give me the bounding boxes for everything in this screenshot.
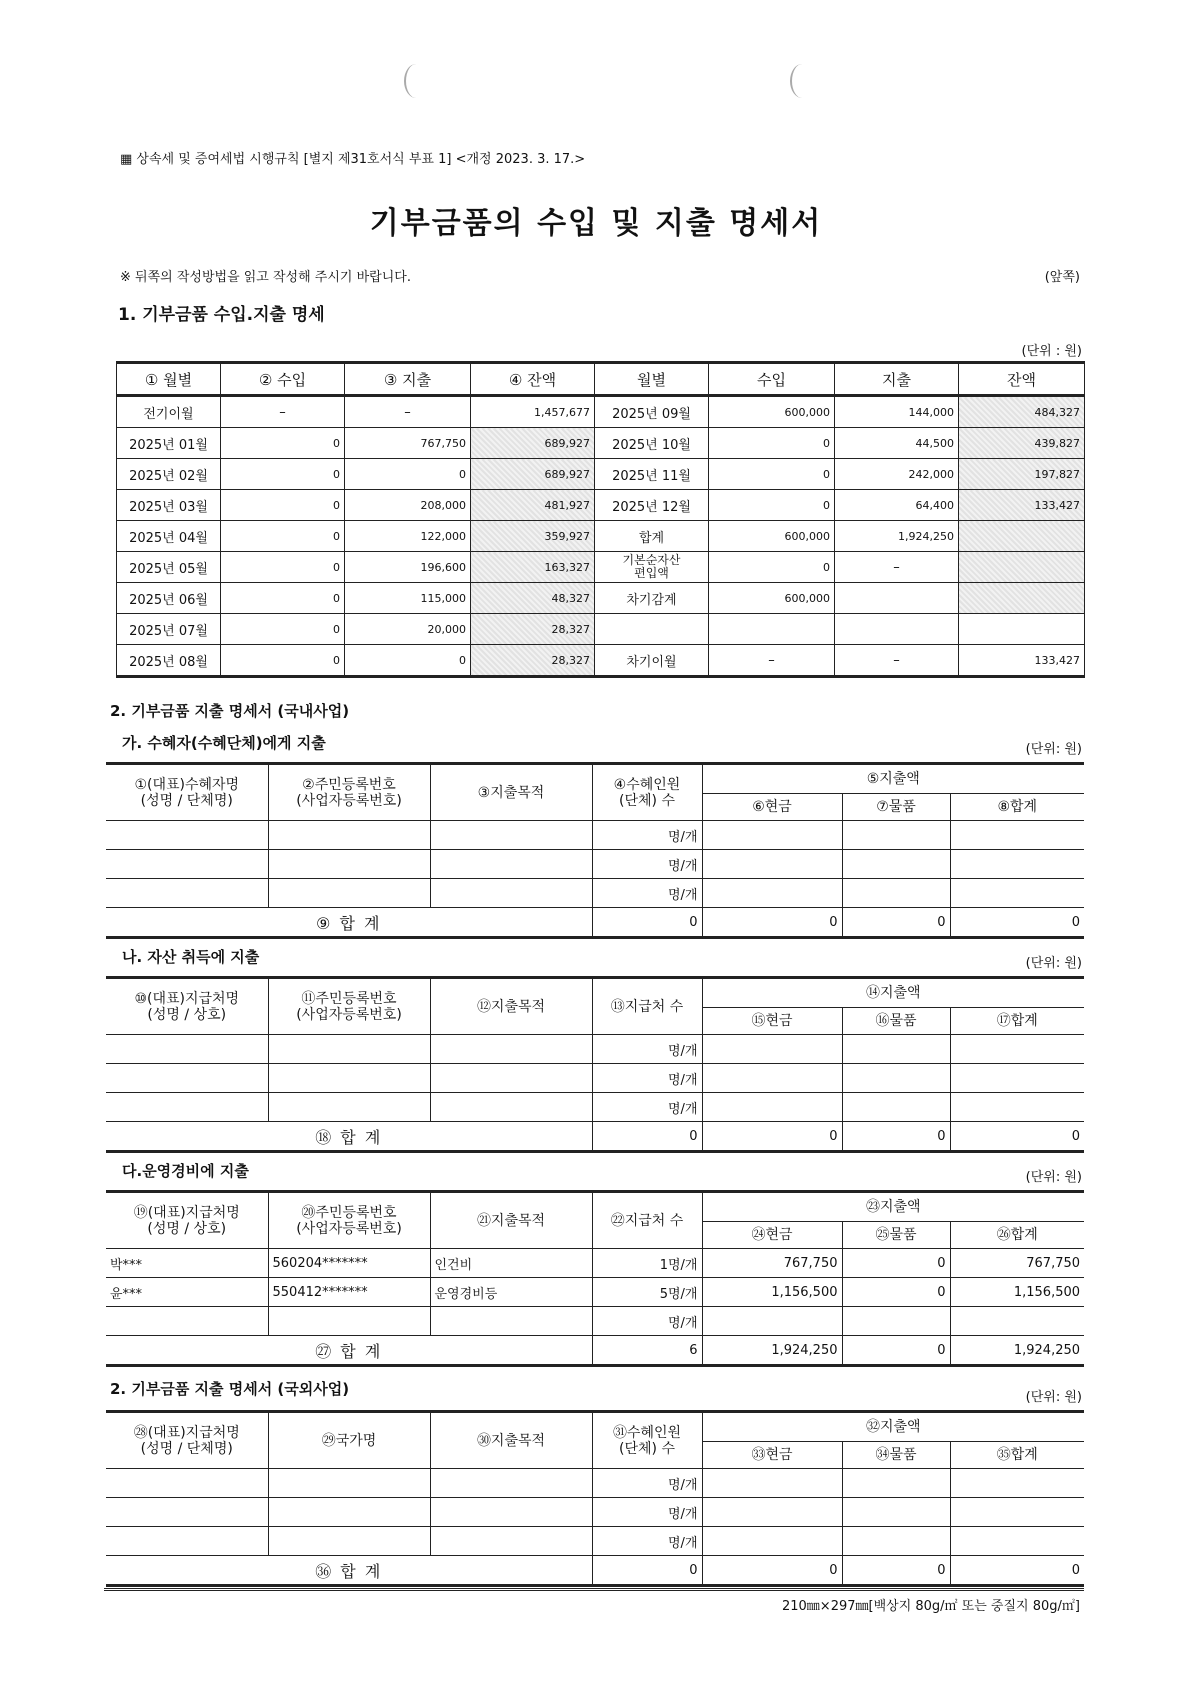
- purpose-cell: [430, 821, 592, 850]
- income-cell: 0: [709, 490, 835, 521]
- na-heading: 나. 자산 취득에 지출: [122, 948, 260, 966]
- section2-heading: 2. 기부금품 지출 명세서 (국내사업): [110, 702, 350, 720]
- count-cell: 명/개: [592, 1093, 702, 1122]
- expense-cell: [835, 583, 959, 614]
- income-cell: 0: [709, 552, 835, 583]
- registration-number-cell: [268, 1498, 430, 1527]
- sum-goods: 0: [842, 1336, 950, 1366]
- na-sum-row: [106, 1122, 1084, 1152]
- sum-count: 0: [592, 1556, 702, 1586]
- balance-cell: 439,827: [959, 428, 1085, 459]
- cash-cell: [702, 1527, 842, 1556]
- registration-number-cell: [268, 821, 430, 850]
- income-cell: 0: [709, 428, 835, 459]
- purpose-cell: [430, 1064, 592, 1093]
- balance-cell: 48,327: [471, 583, 595, 614]
- table-row: [106, 1249, 1084, 1278]
- goods-cell: [842, 1035, 950, 1064]
- paper-spec: 210㎜×297㎜[백상지 80g/㎡ 또는 중질지 80g/㎡]: [781, 1599, 1080, 1614]
- table-row: [106, 879, 1084, 908]
- income-cell: 0: [221, 428, 345, 459]
- income-cell: 0: [709, 459, 835, 490]
- income-expense-header-row: [117, 363, 1085, 396]
- sum-cash: 0: [702, 1556, 842, 1586]
- table-row: [117, 614, 1085, 645]
- sum-total: 0: [950, 1122, 1084, 1152]
- income-cell: 0: [221, 521, 345, 552]
- cash-cell: [702, 1035, 842, 1064]
- col-header: ⑩(대표)지급처명 (성명 / 상호): [106, 978, 268, 1035]
- expense-cell: 767,750: [345, 428, 471, 459]
- col-header: ㉔현금: [702, 1222, 842, 1249]
- month-cell: 2025년 03월: [117, 490, 221, 521]
- cash-cell: [702, 879, 842, 908]
- balance-cell: 1,457,677: [471, 396, 595, 428]
- col-header: 월별: [595, 363, 709, 396]
- punch-hole-mark: [790, 64, 814, 98]
- goods-cell: [842, 879, 950, 908]
- overseas-table: [106, 1410, 1084, 1587]
- table-row: [117, 552, 1085, 583]
- expense-cell: 64,400: [835, 490, 959, 521]
- goods-cell: [842, 821, 950, 850]
- col-header: ③지출목적: [430, 764, 592, 821]
- sum-label: ㊱ 합 계: [106, 1556, 592, 1586]
- sum-count: 0: [592, 1122, 702, 1152]
- income-cell: [709, 614, 835, 645]
- count-cell: 명/개: [592, 821, 702, 850]
- cash-cell: [702, 821, 842, 850]
- expense-cell: [835, 614, 959, 645]
- goods-cell: 0: [842, 1249, 950, 1278]
- income-cell: 600,000: [709, 396, 835, 428]
- month-cell: 2025년 07월: [117, 614, 221, 645]
- section1-heading: 1. 기부금품 수입.지출 명세: [118, 305, 325, 325]
- cash-cell: [702, 1093, 842, 1122]
- balance-cell: [959, 583, 1085, 614]
- table-row: [106, 1035, 1084, 1064]
- total-cell: [950, 879, 1084, 908]
- balance-cell: 689,927: [471, 459, 595, 490]
- ga-unit: (단위: 원): [1025, 742, 1082, 757]
- income-cell: 0: [221, 552, 345, 583]
- ga-table: [106, 762, 1084, 939]
- sum-label: ⑨ 합 계: [106, 908, 592, 938]
- month-cell: 2025년 01월: [117, 428, 221, 459]
- col-header: ⑫지출목적: [430, 978, 592, 1035]
- cash-cell: [702, 850, 842, 879]
- cash-cell: [702, 1469, 842, 1498]
- count-cell: 명/개: [592, 850, 702, 879]
- total-cell: [950, 1307, 1084, 1336]
- registration-number-cell: [268, 1035, 430, 1064]
- registration-number-cell: 560204*******: [268, 1249, 430, 1278]
- total-cell: [950, 850, 1084, 879]
- col-header: ② 수입: [221, 363, 345, 396]
- table-row: [117, 459, 1085, 490]
- sum-count: 0: [592, 908, 702, 938]
- registration-number-cell: [268, 850, 430, 879]
- col-header: ㉓지출액: [702, 1192, 1084, 1222]
- purpose-cell: 운영경비등: [430, 1278, 592, 1307]
- purpose-cell: 인건비: [430, 1249, 592, 1278]
- da-heading: 다.운영경비에 지출: [122, 1162, 249, 1180]
- balance-cell: [959, 614, 1085, 645]
- overseas-unit: (단위: 원): [1025, 1390, 1082, 1405]
- registration-number-cell: [268, 1469, 430, 1498]
- expense-cell: 242,000: [835, 459, 959, 490]
- col-header: ⑰합계: [950, 1008, 1084, 1035]
- expense-cell: 20,000: [345, 614, 471, 645]
- payee-name-cell: [106, 850, 268, 879]
- goods-cell: [842, 1093, 950, 1122]
- sum-cash: 0: [702, 1122, 842, 1152]
- balance-cell: [959, 552, 1085, 583]
- month-cell: 2025년 06월: [117, 583, 221, 614]
- balance-cell: 133,427: [959, 645, 1085, 677]
- table-row: [106, 821, 1084, 850]
- cash-cell: 1,156,500: [702, 1278, 842, 1307]
- month-cell: 차기이월: [595, 645, 709, 677]
- na-unit: (단위: 원): [1025, 956, 1082, 971]
- income-cell: 600,000: [709, 521, 835, 552]
- punch-hole-mark: [404, 64, 428, 98]
- total-cell: [950, 1498, 1084, 1527]
- expense-cell: 115,000: [345, 583, 471, 614]
- total-cell: [950, 1527, 1084, 1556]
- ga-header-row: [106, 764, 1084, 794]
- registration-number-cell: [268, 1307, 430, 1336]
- sum-label: ⑱ 합 계: [106, 1122, 592, 1152]
- expense-cell: 122,000: [345, 521, 471, 552]
- balance-cell: 133,427: [959, 490, 1085, 521]
- month-cell: 2025년 11월: [595, 459, 709, 490]
- income-cell: 0: [221, 645, 345, 677]
- balance-cell: 484,327: [959, 396, 1085, 428]
- sum-goods: 0: [842, 1556, 950, 1586]
- na-table: [106, 976, 1084, 1153]
- table-row: [117, 490, 1085, 521]
- da-table: [106, 1190, 1084, 1367]
- count-cell: 명/개: [592, 879, 702, 908]
- payee-name-cell: [106, 1035, 268, 1064]
- da-sum-row: [106, 1336, 1084, 1366]
- balance-cell: 28,327: [471, 614, 595, 645]
- income-cell: 600,000: [709, 583, 835, 614]
- expense-cell: 0: [345, 645, 471, 677]
- total-cell: 767,750: [950, 1249, 1084, 1278]
- expense-cell: 208,000: [345, 490, 471, 521]
- income-cell: 0: [221, 583, 345, 614]
- col-header: ⑥현금: [702, 794, 842, 821]
- income-cell: 0: [221, 490, 345, 521]
- month-cell: 2025년 12월: [595, 490, 709, 521]
- da-unit: (단위: 원): [1025, 1170, 1082, 1185]
- table-row: [106, 1093, 1084, 1122]
- col-header: ⑮현금: [702, 1008, 842, 1035]
- registration-number-cell: [268, 1093, 430, 1122]
- table-row: [106, 1064, 1084, 1093]
- goods-cell: [842, 850, 950, 879]
- total-cell: [950, 1035, 1084, 1064]
- col-header: ㉙국가명: [268, 1412, 430, 1469]
- purpose-cell: [430, 1035, 592, 1064]
- bottom-double-rule: [104, 1588, 1084, 1591]
- month-cell: 차기감계: [595, 583, 709, 614]
- col-header: 지출: [835, 363, 959, 396]
- balance-cell: 481,927: [471, 490, 595, 521]
- balance-cell: [959, 521, 1085, 552]
- total-cell: [950, 821, 1084, 850]
- total-cell: [950, 1064, 1084, 1093]
- sum-total: 0: [950, 1556, 1084, 1586]
- col-header: ⑭지출액: [702, 978, 1084, 1008]
- payee-name-cell: [106, 1064, 268, 1093]
- col-header: 잔액: [959, 363, 1085, 396]
- payee-name-cell: [106, 821, 268, 850]
- month-cell: 합계: [595, 521, 709, 552]
- na-header-row: [106, 978, 1084, 1008]
- table-row: [117, 428, 1085, 459]
- col-header: ⑤지출액: [702, 764, 1084, 794]
- table-row: [117, 583, 1085, 614]
- col-header: ㉞물품: [842, 1442, 950, 1469]
- col-header: ㉜지출액: [702, 1412, 1084, 1442]
- purpose-cell: [430, 850, 592, 879]
- col-header: ㉟합계: [950, 1442, 1084, 1469]
- month-cell: 2025년 09월: [595, 396, 709, 428]
- ga-sum-row: [106, 908, 1084, 938]
- table-row: [106, 850, 1084, 879]
- payee-name-cell: [106, 1469, 268, 1498]
- col-header: ⑬지급처 수: [592, 978, 702, 1035]
- sum-goods: 0: [842, 1122, 950, 1152]
- col-header: ⑲(대표)지급처명 (성명 / 상호): [106, 1192, 268, 1249]
- col-header: ⑦물품: [842, 794, 950, 821]
- section3-heading: 2. 기부금품 지출 명세서 (국외사업): [110, 1380, 350, 1398]
- col-header: ④수혜인원 (단체) 수: [592, 764, 702, 821]
- col-header: ① 월별: [117, 363, 221, 396]
- col-header: ②주민등록번호 (사업자등록번호): [268, 764, 430, 821]
- table-row: [106, 1307, 1084, 1336]
- total-cell: [950, 1469, 1084, 1498]
- cash-cell: [702, 1498, 842, 1527]
- cash-cell: 767,750: [702, 1249, 842, 1278]
- col-header: ⑧합계: [950, 794, 1084, 821]
- expense-cell: –: [345, 396, 471, 428]
- count-cell: 명/개: [592, 1035, 702, 1064]
- month-cell: [595, 614, 709, 645]
- balance-cell: 359,927: [471, 521, 595, 552]
- payee-name-cell: [106, 1307, 268, 1336]
- goods-cell: 0: [842, 1278, 950, 1307]
- count-cell: 1명/개: [592, 1249, 702, 1278]
- da-header-row: [106, 1192, 1084, 1222]
- registration-number-cell: [268, 1527, 430, 1556]
- payee-name-cell: [106, 1498, 268, 1527]
- income-cell: 0: [221, 459, 345, 490]
- goods-cell: [842, 1498, 950, 1527]
- balance-cell: 689,927: [471, 428, 595, 459]
- balance-cell: 163,327: [471, 552, 595, 583]
- col-header: ㉝현금: [702, 1442, 842, 1469]
- month-cell: 2025년 02월: [117, 459, 221, 490]
- col-header: ㉚지출목적: [430, 1412, 592, 1469]
- count-cell: 5명/개: [592, 1278, 702, 1307]
- instruction-note: ※ 뒤쪽의 작성방법을 읽고 작성해 주시기 바랍니다.: [120, 270, 411, 285]
- sum-goods: 0: [842, 908, 950, 938]
- income-cell: 0: [221, 614, 345, 645]
- goods-cell: [842, 1527, 950, 1556]
- total-cell: [950, 1093, 1084, 1122]
- purpose-cell: [430, 1527, 592, 1556]
- sum-label: ㉗ 합 계: [106, 1336, 592, 1366]
- payee-name-cell: [106, 879, 268, 908]
- col-header: ①(대표)수혜자명 (성명 / 단체명): [106, 764, 268, 821]
- ga-heading: 가. 수혜자(수혜단체)에게 지출: [122, 734, 326, 752]
- income-cell: –: [221, 396, 345, 428]
- income-expense-table: [116, 361, 1085, 678]
- col-header: ㉛수혜인원 (단체) 수: [592, 1412, 702, 1469]
- col-header: ⑳주민등록번호 (사업자등록번호): [268, 1192, 430, 1249]
- goods-cell: [842, 1469, 950, 1498]
- overseas-header-row: [106, 1412, 1084, 1442]
- page-title: 기부금품의 수입 및 지출 명세서: [369, 206, 823, 241]
- table-row: [117, 521, 1085, 552]
- sum-cash: 1,924,250: [702, 1336, 842, 1366]
- col-header: ⑯물품: [842, 1008, 950, 1035]
- col-header: ㉒지급처 수: [592, 1192, 702, 1249]
- month-cell: 기본순자산 편입액: [595, 552, 709, 583]
- expense-cell: –: [835, 552, 959, 583]
- total-cell: 1,156,500: [950, 1278, 1084, 1307]
- registration-number-cell: 550412*******: [268, 1278, 430, 1307]
- count-cell: 명/개: [592, 1307, 702, 1336]
- income-cell: –: [709, 645, 835, 677]
- col-header: ㉑지출목적: [430, 1192, 592, 1249]
- payee-name-cell: [106, 1527, 268, 1556]
- month-cell: 전기이월: [117, 396, 221, 428]
- sum-cash: 0: [702, 908, 842, 938]
- purpose-cell: [430, 1498, 592, 1527]
- goods-cell: [842, 1307, 950, 1336]
- table-row: [106, 1278, 1084, 1307]
- form-reference-note: ▦ 상속세 및 증여세법 시행규칙 [별지 제31호서식 부표 1] <개정 2023. 3. 17.>: [120, 152, 586, 167]
- month-cell: 2025년 10월: [595, 428, 709, 459]
- payee-name-cell: 윤***: [106, 1278, 268, 1307]
- purpose-cell: [430, 879, 592, 908]
- payee-name-cell: [106, 1093, 268, 1122]
- table-row: [117, 645, 1085, 677]
- sum-total: 1,924,250: [950, 1336, 1084, 1366]
- section1-unit: (단위 : 원): [1021, 344, 1082, 359]
- expense-cell: 44,500: [835, 428, 959, 459]
- sum-count: 6: [592, 1336, 702, 1366]
- col-header: ④ 잔액: [471, 363, 595, 396]
- table-row: [117, 396, 1085, 428]
- col-header: ㉖합계: [950, 1222, 1084, 1249]
- purpose-cell: [430, 1093, 592, 1122]
- count-cell: 명/개: [592, 1527, 702, 1556]
- table-row: [106, 1469, 1084, 1498]
- cash-cell: [702, 1307, 842, 1336]
- col-header: ⑪주민등록번호 (사업자등록번호): [268, 978, 430, 1035]
- col-header: ③ 지출: [345, 363, 471, 396]
- cash-cell: [702, 1064, 842, 1093]
- expense-cell: 0: [345, 459, 471, 490]
- balance-cell: 197,827: [959, 459, 1085, 490]
- month-cell: 2025년 05월: [117, 552, 221, 583]
- side-label: (앞쪽): [1044, 270, 1080, 285]
- expense-cell: 144,000: [835, 396, 959, 428]
- table-row: [106, 1527, 1084, 1556]
- registration-number-cell: [268, 879, 430, 908]
- sum-total: 0: [950, 908, 1084, 938]
- payee-name-cell: 박***: [106, 1249, 268, 1278]
- count-cell: 명/개: [592, 1498, 702, 1527]
- purpose-cell: [430, 1469, 592, 1498]
- balance-cell: 28,327: [471, 645, 595, 677]
- month-cell: 2025년 04월: [117, 521, 221, 552]
- expense-cell: 196,600: [345, 552, 471, 583]
- expense-cell: 1,924,250: [835, 521, 959, 552]
- month-cell: 2025년 08월: [117, 645, 221, 677]
- table-row: [106, 1498, 1084, 1527]
- col-header: ㉘(대표)지급처명 (성명 / 단체명): [106, 1412, 268, 1469]
- purpose-cell: [430, 1307, 592, 1336]
- goods-cell: [842, 1064, 950, 1093]
- expense-cell: –: [835, 645, 959, 677]
- count-cell: 명/개: [592, 1064, 702, 1093]
- overseas-sum-row: [106, 1556, 1084, 1586]
- registration-number-cell: [268, 1064, 430, 1093]
- count-cell: 명/개: [592, 1469, 702, 1498]
- col-header: 수입: [709, 363, 835, 396]
- col-header: ㉕물품: [842, 1222, 950, 1249]
